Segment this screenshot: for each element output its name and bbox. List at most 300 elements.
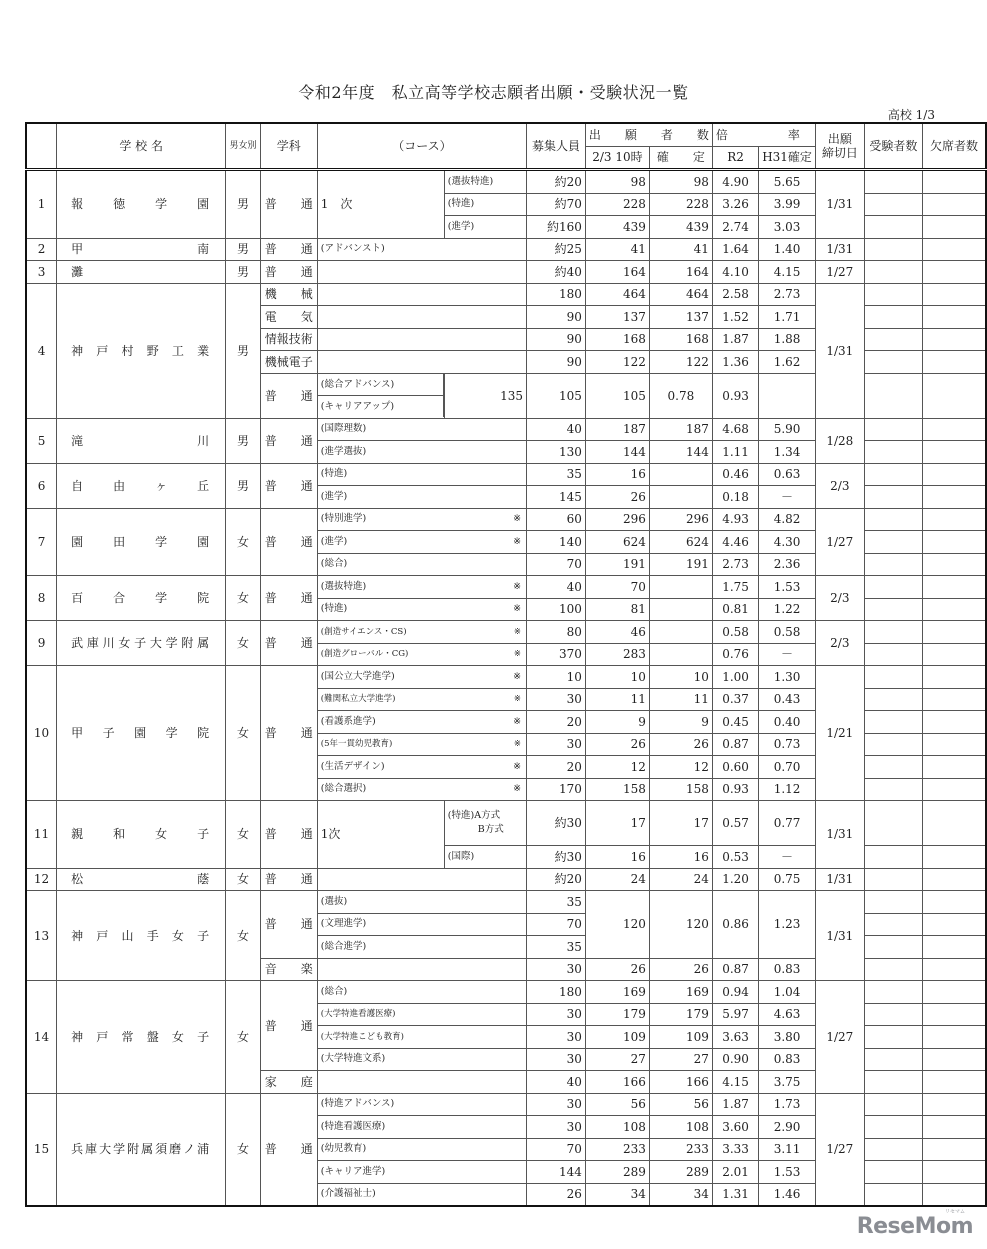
deadline: 2/3 <box>815 621 864 666</box>
ratio-r2: 2.74 <box>712 216 758 239</box>
course: (大学特進こども教育) <box>317 1026 526 1049</box>
examinees-cell <box>864 688 922 711</box>
examinees-cell <box>864 238 922 261</box>
recruit: 約160 <box>527 216 586 239</box>
header-deadline: 出願 締切日 <box>815 123 864 170</box>
examinees-cell <box>864 801 922 846</box>
applicants-0203: 179 <box>585 1003 649 1026</box>
ratio-h31: 4.82 <box>759 508 816 531</box>
applicants-0203: 12 <box>585 756 649 779</box>
applicants-final <box>649 643 712 666</box>
course: (総合) <box>317 553 526 576</box>
ratio-h31: 0.70 <box>759 756 816 779</box>
table-row <box>26 1093 986 1116</box>
gender: 女 <box>226 891 261 981</box>
recruit: 30 <box>527 958 586 981</box>
applicants-0203: 16 <box>585 846 649 869</box>
course: (総合) <box>317 981 526 1004</box>
ratio-h31: 0.73 <box>759 733 816 756</box>
deadline: 1/31 <box>815 891 864 981</box>
ratio-h31: 1.23 <box>759 891 816 959</box>
examinees-cell <box>864 1161 922 1184</box>
applicants-final: 56 <box>649 1093 712 1116</box>
applicants-0203: 228 <box>585 193 649 216</box>
department: 普 通 <box>260 463 317 508</box>
course: (創造グローバル・CG) ※ <box>317 643 526 666</box>
applicants-0203: 168 <box>585 328 649 351</box>
recruit: 30 <box>527 733 586 756</box>
deadline: 1/31 <box>815 868 864 891</box>
department: 普 通 <box>260 1093 317 1206</box>
table-row <box>26 418 986 441</box>
ratio-r2: 4.90 <box>712 170 758 194</box>
ratio-r2: 0.78 <box>649 373 712 418</box>
absentees-cell <box>922 238 986 261</box>
absentees-cell <box>922 531 986 554</box>
examinees-cell <box>864 778 922 801</box>
recruit: 180 <box>527 981 586 1004</box>
ratio-h31: 1.53 <box>759 1161 816 1184</box>
ratio-h31: 4.63 <box>759 1003 816 1026</box>
examinees-cell <box>864 756 922 779</box>
recruit: 30 <box>527 1048 586 1071</box>
applicants-final: 289 <box>649 1161 712 1184</box>
absentees-cell <box>922 598 986 621</box>
examinees-cell <box>864 351 922 374</box>
school-number: 9 <box>26 621 57 666</box>
absentees-cell <box>922 868 986 891</box>
deadline: 1/31 <box>815 238 864 261</box>
applicants-0203: 233 <box>585 1138 649 1161</box>
recruit: 30 <box>527 1026 586 1049</box>
recruit: 180 <box>527 283 586 306</box>
applicants-0203: 81 <box>585 598 649 621</box>
recruit: 70 <box>527 553 586 576</box>
header-ratio-h31: H31確定 <box>759 146 816 170</box>
absentees-cell <box>922 711 986 734</box>
course: (選抜特進) <box>444 170 526 194</box>
absentees-cell <box>922 1116 986 1139</box>
absentees-cell <box>864 373 922 418</box>
applicants-final: 233 <box>649 1138 712 1161</box>
school-number: 4 <box>26 283 57 418</box>
examinees-cell <box>864 666 922 689</box>
applicants-0203: 56 <box>585 1093 649 1116</box>
examinees-cell <box>864 1026 922 1049</box>
department: 電 気 <box>260 306 317 329</box>
school-name: 自 由 ヶ 丘 <box>57 463 226 508</box>
table-row <box>26 283 986 306</box>
ratio-h31: 0.83 <box>759 958 816 981</box>
ratio-r2: 5.97 <box>712 1003 758 1026</box>
school-number: 14 <box>26 981 57 1094</box>
absentees-cell <box>922 1093 986 1116</box>
applicants-0203: 166 <box>585 1071 649 1094</box>
applicants-0203: 26 <box>585 733 649 756</box>
course <box>317 351 526 374</box>
recruit: 約30 <box>527 801 586 846</box>
ratio-r2: 4.10 <box>712 261 758 284</box>
header-ratio: 倍 率 <box>712 123 815 146</box>
absentees-cell <box>922 1026 986 1049</box>
examinees-cell <box>864 283 922 306</box>
ratio-r2: 0.58 <box>712 621 758 644</box>
absentees-cell <box>922 1138 986 1161</box>
table-row <box>26 508 986 531</box>
ratio-r2: 2.58 <box>712 283 758 306</box>
recruit: 140 <box>527 531 586 554</box>
course: (文理進学) <box>317 913 526 936</box>
recruit: 30 <box>527 1093 586 1116</box>
applicants-final <box>649 621 712 644</box>
applicants-0203: 191 <box>585 553 649 576</box>
applicants-final: 26 <box>649 958 712 981</box>
applicants-0203: 41 <box>585 238 649 261</box>
absentees-cell <box>922 621 986 644</box>
school-name: 報 徳 学 園 <box>57 170 226 239</box>
recruit: 60 <box>527 508 586 531</box>
ratio-r2: 0.90 <box>712 1048 758 1071</box>
school-number: 1 <box>26 170 57 239</box>
table-row <box>26 463 986 486</box>
school-number: 15 <box>26 1093 57 1206</box>
course: (アドバンスト) <box>317 238 526 261</box>
school-name: 神 戸 常 盤 女 子 <box>57 981 226 1094</box>
applicants-0203: 10 <box>585 666 649 689</box>
examinees-cell <box>864 598 922 621</box>
school-name: 灘 <box>57 261 226 284</box>
absentees-cell <box>922 913 986 936</box>
ratio-h31: 1.73 <box>759 1093 816 1116</box>
ratio-h31: 1.22 <box>759 598 816 621</box>
examinees-cell <box>864 261 922 284</box>
examinees-cell <box>864 711 922 734</box>
ratio-h31: 1.46 <box>759 1183 816 1206</box>
recruit: 144 <box>527 1161 586 1184</box>
header-ratio-r2: R2 <box>712 146 758 170</box>
department: 普 通 <box>260 981 317 1071</box>
school-number: 6 <box>26 463 57 508</box>
school-number: 8 <box>26 576 57 621</box>
recruit: 約20 <box>527 868 586 891</box>
absentees-cell <box>922 170 986 194</box>
recruit: 約70 <box>527 193 586 216</box>
applicants-final: 179 <box>649 1003 712 1026</box>
course: (大学特進看護医療) <box>317 1003 526 1026</box>
table-row <box>26 868 986 891</box>
school-number: 11 <box>26 801 57 869</box>
examinees-cell <box>864 1093 922 1116</box>
applicants-final <box>649 598 712 621</box>
stage: 1次 <box>317 801 444 869</box>
applicants-0203: 27 <box>585 1048 649 1071</box>
deadline: 1/31 <box>815 283 864 418</box>
applicants-final: 122 <box>649 351 712 374</box>
applicants-final: 27 <box>649 1048 712 1071</box>
absentees-cell <box>922 418 986 441</box>
examinees-cell <box>864 531 922 554</box>
ratio-r2: 4.15 <box>712 1071 758 1094</box>
gender: 女 <box>226 981 261 1094</box>
applicants-final: 439 <box>649 216 712 239</box>
examinees-cell <box>864 193 922 216</box>
gender: 女 <box>226 1093 261 1206</box>
applicants-0203: 169 <box>585 981 649 1004</box>
school-name: 滝 川 <box>57 418 226 463</box>
ratio-h31: 4.15 <box>759 261 816 284</box>
examinees-cell <box>864 1071 922 1094</box>
applicants-0203: 439 <box>585 216 649 239</box>
school-name: 武庫川女子大学附属 <box>57 621 226 666</box>
header-examinees: 受験者数 <box>864 123 922 170</box>
ratio-r2: 0.93 <box>712 778 758 801</box>
recruit: 70 <box>527 1138 586 1161</box>
examinees-cell <box>864 328 922 351</box>
recruit: 35 <box>527 936 586 959</box>
examinees-cell <box>864 733 922 756</box>
applicants-0203: 109 <box>585 1026 649 1049</box>
examinees-cell <box>864 418 922 441</box>
ratio-r2: 0.37 <box>712 688 758 711</box>
gender: 男 <box>226 261 261 284</box>
ratio-h31: 5.65 <box>759 170 816 194</box>
recruit: 20 <box>527 756 586 779</box>
ratio-r2: 4.46 <box>712 531 758 554</box>
ratio-r2: 3.33 <box>712 1138 758 1161</box>
gender: 男 <box>226 418 261 463</box>
applicants-0203: 16 <box>585 463 649 486</box>
note-mark: ※ <box>513 694 522 705</box>
deadline: 1/27 <box>815 1093 864 1206</box>
ratio-h31: 0.43 <box>759 688 816 711</box>
applicants-0203: 24 <box>585 868 649 891</box>
applicants-final: 137 <box>649 306 712 329</box>
ratio-h31: 1.62 <box>759 351 816 374</box>
gender: 男 <box>226 170 261 239</box>
ratio-h31: 3.99 <box>759 193 816 216</box>
school-number: 5 <box>26 418 57 463</box>
note-mark: ※ <box>513 670 522 682</box>
applicants-final: 144 <box>649 441 712 464</box>
ratio-r2: 1.00 <box>712 666 758 689</box>
department: 普 通 <box>260 170 317 239</box>
department: 普 通 <box>260 621 317 666</box>
absentees-cell <box>922 1071 986 1094</box>
ratio-r2: 1.87 <box>712 1093 758 1116</box>
gender: 男 <box>226 238 261 261</box>
school-name: 甲 子 園 学 院 <box>57 666 226 801</box>
ratio-r2: 0.87 <box>712 958 758 981</box>
applicants-0203: 137 <box>585 306 649 329</box>
course: (大学特進文系) <box>317 1048 526 1071</box>
applicants-0203: 9 <box>585 711 649 734</box>
applicants-final: 624 <box>649 531 712 554</box>
applicants-final: 12 <box>649 756 712 779</box>
recruit: 約30 <box>527 846 586 869</box>
header-applicants-0203: 2/3 10時 <box>585 146 649 170</box>
applicants-0203: 17 <box>585 801 649 846</box>
absentees-cell <box>922 846 986 869</box>
ratio-h31: 1.30 <box>759 666 816 689</box>
applicants-final: 228 <box>649 193 712 216</box>
examinees-cell <box>864 1003 922 1026</box>
absentees-cell <box>922 778 986 801</box>
applicants-final: 296 <box>649 508 712 531</box>
department: 音 楽 <box>260 958 317 981</box>
recruit: 約20 <box>527 170 586 194</box>
applicants-final: 164 <box>649 261 712 284</box>
ratio-r2: 2.01 <box>712 1161 758 1184</box>
ratio-h31: 0.58 <box>759 621 816 644</box>
recruit: 90 <box>527 306 586 329</box>
absentees-cell <box>922 688 986 711</box>
course: (キャリアアップ) <box>318 396 444 417</box>
recruit: 40 <box>527 418 586 441</box>
header-absentees: 欠席者数 <box>922 123 986 170</box>
examinees-cell <box>864 643 922 666</box>
applicants-final: 108 <box>649 1116 712 1139</box>
ratio-h31: 1.34 <box>759 441 816 464</box>
course: (創造サイエンス・CS) ※ <box>317 621 526 644</box>
gender: 女 <box>226 508 261 576</box>
course: (難関私立大学進学) ※ <box>317 688 526 711</box>
applicants-final: 41 <box>649 238 712 261</box>
ratio-r2: 0.81 <box>712 598 758 621</box>
ratio-r2: 1.20 <box>712 868 758 891</box>
ratio-r2: 1.64 <box>712 238 758 261</box>
applicants-0203: 46 <box>585 621 649 644</box>
gender: 男 <box>226 463 261 508</box>
ratio-r2: 0.46 <box>712 463 758 486</box>
applicants-0203: 187 <box>585 418 649 441</box>
course: (総合アドバンス) <box>318 374 444 396</box>
deadline: 2/3 <box>815 576 864 621</box>
school-number: 3 <box>26 261 57 284</box>
stage: 1 次 <box>317 170 444 239</box>
applicants-0203: 289 <box>585 1161 649 1184</box>
course <box>317 283 526 306</box>
absentees-cell <box>922 981 986 1004</box>
header-course: （コース） <box>317 123 526 170</box>
applicants-0203: 70 <box>585 576 649 599</box>
applicants-final <box>649 463 712 486</box>
ratio-h31: 3.75 <box>759 1071 816 1094</box>
ratio-r2: 1.36 <box>712 351 758 374</box>
course: (特進) <box>317 463 526 486</box>
ratio-r2: 3.26 <box>712 193 758 216</box>
ratio-h31: 4.30 <box>759 531 816 554</box>
ratio-h31: 0.75 <box>759 868 816 891</box>
table-row <box>26 170 986 194</box>
applicants-final: 158 <box>649 778 712 801</box>
course: (介護福祉士) <box>317 1183 526 1206</box>
course: (進学選抜) <box>317 441 526 464</box>
note-mark: ※ <box>513 715 522 727</box>
recruit: 90 <box>527 328 586 351</box>
header-recruit: 募集人員 <box>527 123 586 170</box>
department: 情報技術 <box>260 328 317 351</box>
school-name: 園 田 学 園 <box>57 508 226 576</box>
course: (総合進学) <box>317 936 526 959</box>
recruit: 80 <box>527 621 586 644</box>
examinees-cell <box>864 891 922 914</box>
course: (国際理数) <box>317 418 526 441</box>
examinees-cell <box>864 913 922 936</box>
ratio-r2: 1.11 <box>712 441 758 464</box>
examinees-cell <box>864 553 922 576</box>
recruit: 30 <box>527 1003 586 1026</box>
school-number: 12 <box>26 868 57 891</box>
absentees-cell <box>922 801 986 846</box>
examinees-cell <box>864 1138 922 1161</box>
examinees-cell <box>864 846 922 869</box>
ratio-r2: 0.18 <box>712 486 758 509</box>
recruit: 35 <box>527 891 586 914</box>
applicants-final <box>649 576 712 599</box>
deadline: 1/27 <box>815 261 864 284</box>
course <box>317 328 526 351</box>
course: (特進看護医療) <box>317 1116 526 1139</box>
ratio-r2: 0.60 <box>712 756 758 779</box>
applicants-final: 168 <box>649 328 712 351</box>
recruit: 100 <box>527 598 586 621</box>
header-gender: 男女別 <box>226 123 261 170</box>
applicants-0203: 34 <box>585 1183 649 1206</box>
note-mark: ※ <box>513 580 522 592</box>
absentees-cell <box>922 576 986 599</box>
course: (特進アドバンス) <box>317 1093 526 1116</box>
course: (国公立大学進学) ※ <box>317 666 526 689</box>
course: (進学) <box>444 216 526 239</box>
department: 普 通 <box>260 666 317 801</box>
applicants-final: 464 <box>649 283 712 306</box>
absentees-cell <box>922 666 986 689</box>
applicants-final <box>649 486 712 509</box>
recruit: 90 <box>527 351 586 374</box>
recruit: 10 <box>527 666 586 689</box>
ratio-r2: 1.87 <box>712 328 758 351</box>
department: 普 通 <box>260 891 317 959</box>
course: (進学) <box>317 486 526 509</box>
absentees-cell <box>922 283 986 306</box>
deadline: 2/3 <box>815 463 864 508</box>
applicants-0203: 120 <box>585 891 649 959</box>
deadline: 1/21 <box>815 666 864 801</box>
gender: 女 <box>226 666 261 801</box>
table-row <box>26 666 986 689</box>
course <box>317 373 444 418</box>
examinees-cell <box>864 441 922 464</box>
school-number: 2 <box>26 238 57 261</box>
ratio-h31: － <box>759 846 816 869</box>
examinees-cell <box>864 463 922 486</box>
recruit: 40 <box>527 576 586 599</box>
course: (特進) <box>444 193 526 216</box>
ratio-r2: 4.68 <box>712 418 758 441</box>
ratio-h31: 2.73 <box>759 283 816 306</box>
ratio-h31: 3.11 <box>759 1138 816 1161</box>
applicants-0203: 283 <box>585 643 649 666</box>
header-number <box>26 123 57 170</box>
course: (国際) <box>444 846 526 869</box>
recruit: 135 <box>444 373 526 418</box>
applicants-final: 191 <box>649 553 712 576</box>
table-row <box>26 981 986 1004</box>
recruit: 26 <box>527 1183 586 1206</box>
absentees-cell <box>922 261 986 284</box>
absentees-cell <box>922 463 986 486</box>
examinees-cell <box>759 373 816 418</box>
